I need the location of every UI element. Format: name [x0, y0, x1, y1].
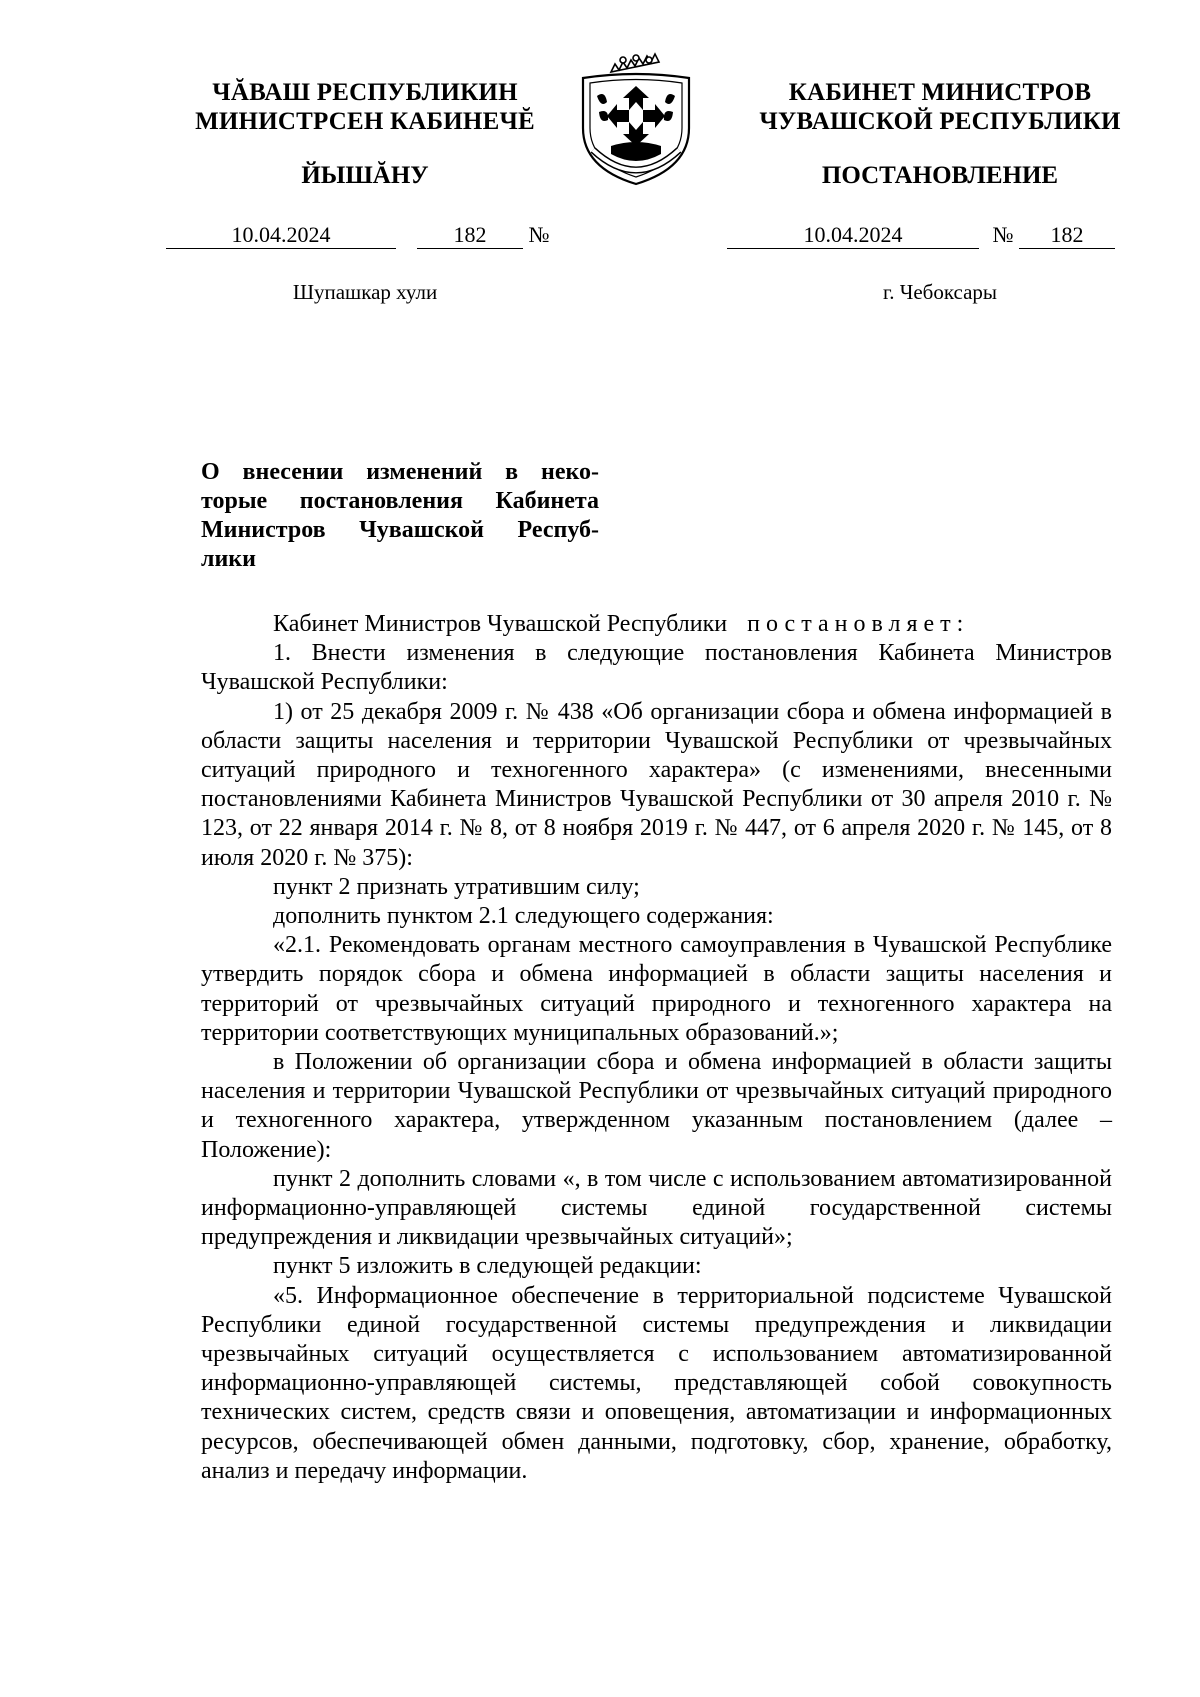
header-right-line2: ЧУВАШСКОЙ РЕСПУБЛИКИ [759, 108, 1121, 135]
right-date-row [727, 222, 1147, 249]
paragraph: 1) от 25 декабря 2009 г. № 438 «Об организации сбора и обмена информацией в области защиты населения и территории Чувашской Республики от чрезвычайных ситуаций природного и техногенного характера» (с изменениями, внесенными постановлениями Кабинета Министров Чувашской Республики от 30 апреля 2010 г. № 123, от 22 января 2014 г. № 8, от 8 ноября 2019 г. № 447, от 6 апреля 2020 г. № 145, от 8 июля 2020 г. № 375): [201, 698, 1112, 871]
document-title [201, 458, 599, 574]
header-left [165, 78, 565, 136]
title-line: Министров Чувашской Респуб- [201, 517, 599, 543]
title-line: лики [201, 546, 256, 572]
preamble-text: Кабинет Министров Чувашской Республики [273, 611, 728, 637]
left-date-row [166, 222, 566, 249]
left-number: 182 [417, 222, 523, 249]
title-line: торые постановления Кабинета [201, 488, 599, 514]
left-date: 10.04.2024 [166, 222, 396, 249]
left-number-sign: № [528, 222, 550, 247]
coat-of-arms-emblem [563, 50, 709, 190]
paragraph: пункт 2 дополнить словами «, в том числе с использованием автоматизированной информационно-управляющей системы единой государственной системы предупреждения и ликвидации чрезвычайных ситуаций»; [201, 1165, 1112, 1251]
header-right [725, 78, 1155, 136]
header-right-line1: КАБИНЕТ МИНИСТРОВ [788, 79, 1092, 106]
paragraph: «5. Информационное обеспечение в территориальной подсистеме Чувашской Республики единой государственной системы предупреждения и ликвидации чрезвычайных ситуаций осуществляется с использованием автоматизированной информационно-управляющей системы, представляющей собой совокупность технических систем, средств связи и оповещения, автоматизации и информационных ресурсов, обеспечивающей обмен данными, подготовку, сбор, хранение, обработку, анализ и передачу информации. [201, 1282, 1112, 1484]
preamble [201, 610, 1112, 639]
header-left-doc-type: ЙЫШĂНУ [301, 162, 429, 189]
document-body [201, 610, 1112, 1486]
paragraph: пункт 2 признать утратившим силу; [273, 873, 640, 900]
right-city: г. Чебоксары [882, 280, 998, 304]
right-number-sign: № [992, 222, 1014, 247]
right-date: 10.04.2024 [727, 222, 979, 249]
preamble-verb: постановляет: [747, 611, 970, 637]
left-city: Шупашкар хули [292, 280, 438, 304]
paragraph: в Положении об организации сбора и обмена информацией в области защиты населения и территории Чувашской Республики от чрезвычайных ситуаций природного и техногенного характера, утвержденном указанным постановлением (далее – Положение): [201, 1049, 1112, 1163]
header-left-line2: МИНИСТРСЕН КАБИНЕЧĔ [195, 108, 535, 135]
paragraph: «2.1. Рекомендовать органам местного самоуправления в Чувашской Республике утвердить порядок сбора и обмена информацией в области защиты населения и территорий от чрезвычайных ситуаций природного и техногенного характера на территории соответствующих муниципальных образований.»; [201, 932, 1112, 1046]
right-number: 182 [1019, 222, 1115, 249]
header-left-line1: ЧĂВАШ РЕСПУБЛИКИН [212, 79, 518, 106]
header-right-doc-type: ПОСТАНОВЛЕНИЕ [821, 162, 1059, 189]
paragraph: пункт 5 изложить в следующей редакции: [273, 1253, 702, 1280]
title-line: О внесении изменений в неко- [201, 459, 599, 485]
paragraph: дополнить пунктом 2.1 следующего содержания: [273, 903, 774, 930]
paragraph: 1. Внести изменения в следующие постановления Кабинета Министров Чувашской Республики: [201, 640, 1112, 696]
